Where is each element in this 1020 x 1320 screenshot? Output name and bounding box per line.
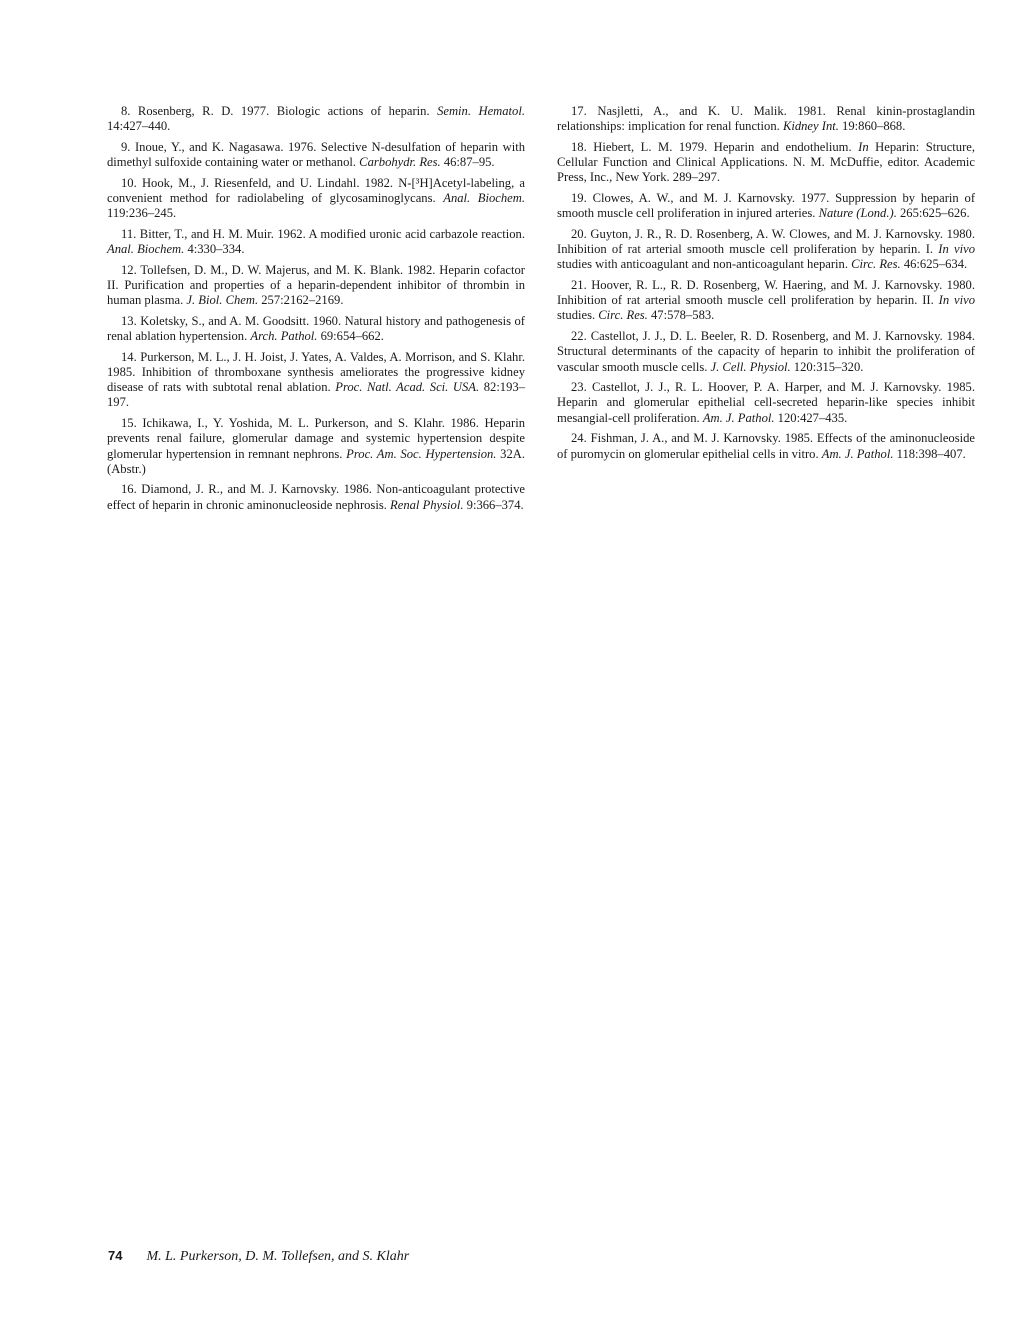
reference-item: 9. Inoue, Y., and K. Nagasawa. 1976. Selective N-desulfation of heparin with dimethyl sulfoxide containing water or methanol. Carbohydr. Res. 46:87–95.: [107, 139, 526, 170]
reference-item: 13. Koletsky, S., and A. M. Goodsitt. 1960. Natural history and pathogenesis of renal ablation hypertension. Arch. Pathol. 69:654–662.: [107, 313, 525, 344]
reference-item: 15. Ichikawa, I., Y. Yoshida, M. L. Purkerson, and S. Klahr. 1986. Heparin prevents renal failure, glomerular damage and systemic hypertension despite glomerular hypertension in remnant nephrons. Proc. Am. Soc. Hypertension. 32A. (Abstr.): [107, 416, 526, 476]
reference-item: 14. Purkerson, M. L., J. H. Joist, J. Yates, A. Valdes, A. Morrison, and S. Klahr. 1985. Inhibition of thromboxane synthesis ameliorates the progressive kidney disease of rats with subtotal renal ablation. Proc. Natl. Acad. Sci. USA. 82:193–197.: [107, 349, 526, 410]
reference-item: 24. Fishman, J. A., and M. J. Karnovsky. 1985. Effects of the aminonucleoside of puromycin on glomerular epithelial cells in vitro. Am. J. Pathol. 118:398–407.: [557, 431, 976, 461]
reference-item: 11. Bitter, T., and H. M. Muir. 1962. A modified uronic acid carbazole reaction. Anal. Biochem. 4:330–334.: [107, 226, 525, 257]
reference-list-right: [557, 104, 975, 467]
running-authors: M. L. Purkerson, D. M. Tollefsen, and S. Klahr: [146, 1249, 410, 1264]
reference-list-left: [107, 104, 525, 518]
page-footer: [108, 1248, 409, 1265]
reference-item: 23. Castellot, J. J., R. L. Hoover, P. A. Harper, and M. J. Karnovsky. 1985. Heparin and glomerular epithelial cell-secreted heparin-like species inhibit mesangial-cell proliferation. Am. J. Pathol. 120:427–435.: [557, 380, 976, 425]
reference-item: 17. Nasjletti, A., and K. U. Malik. 1981. Renal kinin-prostaglandin relationships: implication for renal function. Kidney Int. 19:860–868.: [557, 104, 976, 134]
reference-item: 8. Rosenberg, R. D. 1977. Biologic actions of heparin. Semin. Hematol. 14:427–440.: [107, 104, 525, 134]
reference-item: 20. Guyton, J. R., R. D. Rosenberg, A. W. Clowes, and M. J. Karnovsky. 1980. Inhibition of rat arterial smooth muscle cell proliferation by heparin. I. In vivo studies with anticoagulant and non-anticoagulant heparin. Circ. Res. 46:625–634.: [557, 226, 976, 272]
reference-item: 12. Tollefsen, D. M., D. W. Majerus, and M. K. Blank. 1982. Heparin cofactor II. Purification and properties of a heparin-dependent inhibitor of thrombin in human plasma. J. Biol. Chem. 257:2162–2169.: [107, 262, 525, 308]
reference-item: 21. Hoover, R. L., R. D. Rosenberg, W. Haering, and M. J. Karnovsky. 1980. Inhibition of rat arterial smooth muscle cell proliferation by heparin. II. In vivo studies. Circ. Res. 47:578–583.: [557, 278, 975, 323]
reference-item: 19. Clowes, A. W., and M. J. Karnovsky. 1977. Suppression by heparin of smooth muscle cell proliferation in injured arteries. Nature (Lond.). 265:625–626.: [557, 191, 976, 221]
page-number: 74: [108, 1248, 123, 1263]
reference-item: 16. Diamond, J. R., and M. J. Karnovsky. 1986. Non-anticoagulant protective effect of heparin in chronic aminonucleoside nephrosis. Renal Physiol. 9:366–374.: [107, 482, 525, 512]
reference-item: 10. Hook, M., J. Riesenfeld, and U. Lindahl. 1982. N-[³H]Acetyl-labeling, a convenient method for radiolabeling of glycosaminoglycans. Anal. Biochem. 119:236–245.: [107, 175, 526, 221]
reference-item: 22. Castellot, J. J., D. L. Beeler, R. D. Rosenberg, and M. J. Karnovsky. 1984. Structural determinants of the capacity of heparin to inhibit the proliferation of vascular smooth muscle cells. J. Cell. Physiol. 120:315–320.: [557, 329, 975, 374]
reference-item: 18. Hiebert, L. M. 1979. Heparin and endothelium. In Heparin: Structure, Cellular Function and Clinical Applications. N. M. McDuffie, editor. Academic Press, Inc., New York. 289–297.: [557, 139, 976, 185]
